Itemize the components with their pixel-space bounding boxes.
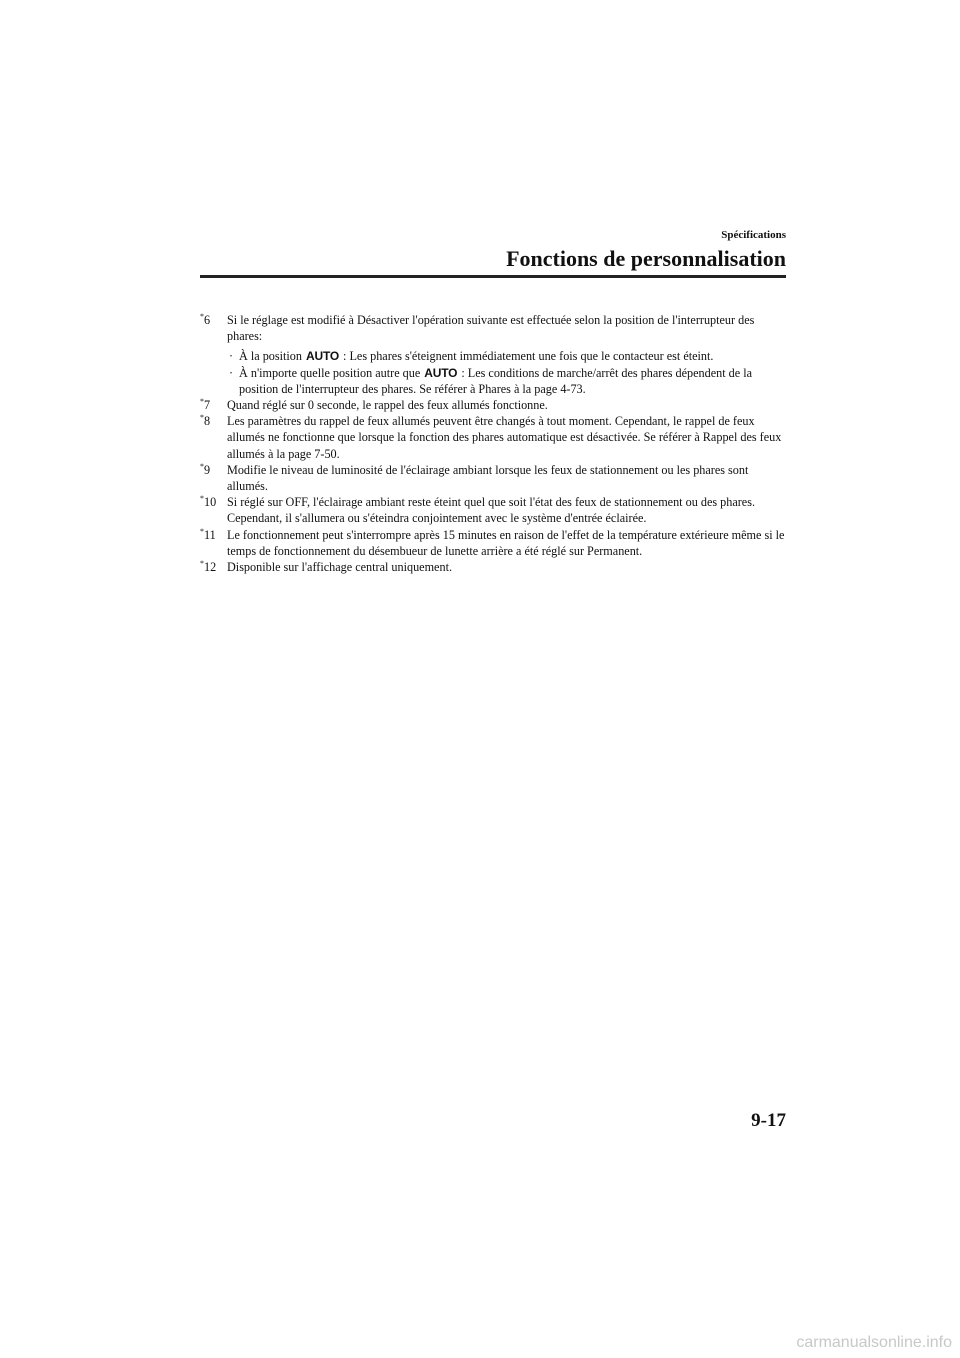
auto-headlight-icon: AUTO <box>306 349 339 364</box>
footnote-text: Quand réglé sur 0 seconde, le rappel des feux allumés fonctionne. <box>227 398 548 413</box>
footnote-10 <box>200 494 786 526</box>
page-title: Fonctions de personnalisation <box>506 246 786 271</box>
footnote-12 <box>200 559 786 575</box>
footnote-marker: *7 <box>200 397 211 413</box>
bullet-item: · À n'importe quelle position autre que AUTO : Les conditions de marche/arrêt des phares dépendent de la position de l'interrupteur des phares. Se référer à Phares à la page 4-73. <box>229 365 753 396</box>
footnote-text: Si réglé sur OFF, l'éclairage ambiant reste éteint quel que soit l'état des feux de stationnement ou des phares. Cependant, il s'allumera ou s'éteindra conjointement avec le système d'entrée éclairée. <box>227 495 756 526</box>
watermark: carmanualsonline.info <box>796 1334 952 1351</box>
footnote-9 <box>200 462 786 494</box>
bullet-dot-icon: · <box>229 349 234 364</box>
header-rule <box>200 275 786 278</box>
page-header <box>200 228 786 274</box>
footnote-text: Le fonctionnement peut s'interrompre après 15 minutes en raison de l'effet de la température extérieure même si le temps de fonctionnement du désembueur de lunette arrière a été réglé sur Permanent. <box>227 527 785 558</box>
footnote-marker: *6 <box>200 312 211 327</box>
footnote-8 <box>200 413 786 462</box>
footnote-marker: *11 <box>200 526 216 542</box>
bullet-item: · À la position AUTO : Les phares s'éteignent immédiatement une fois que le contacteur est éteint. <box>229 349 714 364</box>
footnote-marker: *10 <box>200 494 217 510</box>
page-number: 9-17 <box>751 1110 786 1131</box>
footnote-marker: *9 <box>200 461 211 477</box>
footnote-7 <box>200 397 786 413</box>
footnote-text: Modifie le niveau de luminosité de l'éclairage ambiant lorsque les feux de stationnement ou les phares sont allumés. <box>227 462 749 494</box>
section-label: Spécifications <box>721 229 786 241</box>
bullet-dot-icon: · <box>229 365 234 380</box>
footnotes <box>200 312 786 575</box>
footnote-text: Si le réglage est modifié à Désactiver l'opération suivante est effectuée selon la position de l'interrupteur des phares: <box>227 313 755 344</box>
auto-headlight-icon: AUTO <box>424 365 458 380</box>
footnote-bullets <box>227 348 786 397</box>
footnote-marker: *12 <box>200 559 217 575</box>
footnote-11 <box>200 527 786 559</box>
footnote-6 <box>200 312 786 397</box>
footnote-marker: *8 <box>200 413 211 429</box>
footnote-text: Les paramètres du rappel de feux allumés peuvent être changés à tout moment. Cependant, le rappel de feux allumés ne fonctionne que lorsque la fonction des phares automatique est désactivée. Se référer à Rappel des feux allumés à la page 7-50. <box>227 414 782 461</box>
footnote-text: Disponible sur l'affichage central uniquement. <box>227 560 452 575</box>
